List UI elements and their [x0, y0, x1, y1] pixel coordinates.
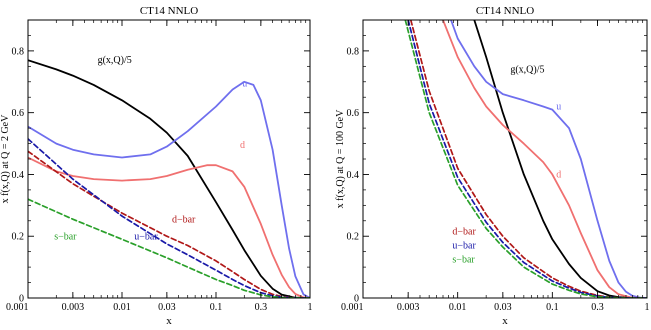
series-d [28, 158, 310, 299]
series-u [28, 82, 310, 298]
y-axis-label: x f(x,Q) at Q = 2 GeV [0, 114, 11, 204]
chart-title: CT14 NNLO [475, 5, 535, 17]
y-tick-label: 0 [354, 293, 359, 305]
x-tick-label: 0.1 [546, 302, 559, 313]
series-d-bar [28, 151, 310, 298]
series-label-d-bar: d−bar [171, 214, 196, 226]
y-tick-label: 0.6 [346, 108, 359, 120]
y-tick-label: 0 [19, 293, 24, 305]
series-label-g-x-q-5: g(x,Q)/5 [510, 64, 545, 76]
y-axis-label: x f(x,Q) at Q = 100 GeV [335, 109, 346, 209]
x-axis-label: x [502, 315, 508, 327]
series-group [28, 60, 310, 298]
y-tick-label: 0.8 [11, 46, 24, 58]
x-tick-label: 0.1 [209, 302, 223, 313]
series-label-s-bar: s−bar [452, 254, 475, 266]
y-tick-label: 0.4 [11, 169, 24, 181]
series-label-u: u [556, 101, 562, 113]
series-label-d: d [239, 140, 245, 152]
x-tick-label: 0.01 [113, 302, 131, 313]
series-u-bar [28, 139, 310, 298]
series-g-x-q-5 [28, 60, 310, 298]
x-tick-label: 0.001 [6, 302, 29, 313]
series-label-d-bar: d−bar [452, 226, 476, 238]
chart-panel-2 [335, 5, 650, 327]
y-tick-label: 0.4 [346, 169, 359, 181]
series-label-u-bar: u−bar [452, 240, 476, 252]
x-tick-label: 0.03 [494, 302, 512, 313]
x-tick-label: 0.3 [591, 302, 604, 313]
x-tick-label: 0.001 [341, 302, 364, 313]
chart-title: CT14 NNLO [139, 5, 199, 17]
series-g-x-q-5 [474, 20, 647, 298]
series-u [451, 20, 647, 298]
series-label-s-bar: s−bar [54, 231, 77, 243]
x-tick-label: 0.003 [61, 302, 85, 313]
series-u-bar [408, 20, 647, 298]
series-group [405, 20, 647, 298]
plot-frame [363, 20, 647, 298]
series-s-bar [405, 20, 647, 298]
x-tick-label: 0.01 [448, 302, 467, 313]
plot-frame [28, 20, 310, 298]
series-label-g-x-q-5: g(x,Q)/5 [97, 55, 132, 67]
series-label-d: d [556, 169, 562, 181]
y-tick-label: 0.6 [11, 108, 24, 120]
x-tick-label: 0.003 [396, 302, 420, 313]
y-tick-label: 0.8 [346, 46, 359, 58]
x-tick-label: 0.03 [158, 302, 176, 313]
series-d-bar [411, 20, 647, 298]
series-label-u: u [242, 78, 248, 90]
y-tick-label: 0.2 [11, 231, 24, 243]
series-label-u-bar: u−bar [134, 231, 158, 243]
y-tick-label: 0.2 [346, 231, 359, 243]
x-axis-label: x [166, 315, 172, 327]
x-tick-label: 1 [307, 302, 313, 313]
x-tick-label: 1 [644, 302, 650, 313]
x-tick-label: 0.3 [254, 302, 268, 313]
chart-panel-1 [0, 5, 313, 327]
